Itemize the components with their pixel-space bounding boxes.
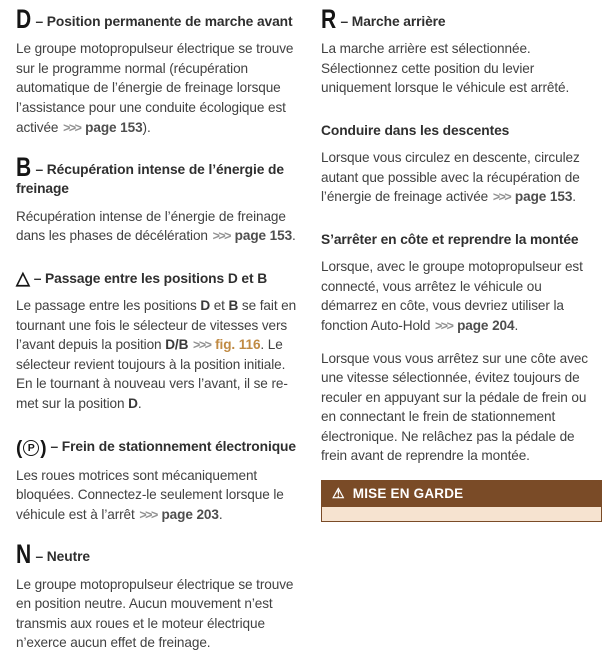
- cross-ref-arrows-icon: >>>: [492, 190, 511, 205]
- text-run: Lorsque vous vous arrêtez sur une côte avec une vitesse sélectionnée, évitez toujours de reculer en appuyant sur la pédale de frein ou en connectant le frein de stationnement électronique. Ne relâchez pas la pédale de frein avant de reprendre la montée.: [321, 350, 588, 464]
- body-paragraph: [321, 257, 602, 335]
- text-emphasis: D: [128, 396, 138, 411]
- page-reference-link[interactable]: page 204: [457, 318, 515, 333]
- text-run: Lorsque vous circulez en descente, circulez autant que possible avec la récupération de l’énergie de freinage activée: [321, 150, 580, 205]
- right-column: [321, 4, 602, 666]
- cross-ref-arrows-icon: >>>: [139, 507, 157, 522]
- caution-box: [321, 480, 602, 522]
- section-heading: R – Marche arrière: [321, 4, 446, 34]
- body-paragraph: [321, 148, 602, 207]
- text-run: se fait en tournant une fois le sélecteur de vitesses vers l’avant depuis la position: [16, 298, 297, 353]
- text-run: .: [572, 189, 576, 205]
- text-run: Lorsque, avec le groupe motopropulseur est connecté, vous arrêtez le véhicule ou démarrez en côte, vous devriez utiliser la fonction Auto-Hold: [321, 259, 583, 333]
- shift-triangle-icon: △: [16, 267, 30, 288]
- section-heading-text: – Marche arrière: [340, 14, 446, 29]
- section-heading: B – Récupération intense de l’énergie de freinage: [16, 152, 284, 197]
- section-heading-text: S’arrêter en côte et reprendre la montée: [321, 232, 579, 247]
- cross-ref-arrows-icon: >>>: [212, 229, 230, 244]
- caution-header: [322, 481, 601, 507]
- section-heading: [321, 121, 602, 140]
- cross-ref-arrows-icon: >>>: [434, 319, 453, 333]
- text-run: ).: [142, 119, 151, 135]
- text-run: Le groupe motopropulseur électrique se trouve en position neutre. Aucun mouvement n’est transmis aux roues et le moteur électrique n’exerce aucun effet de freinage.: [16, 576, 294, 651]
- body-paragraph: [16, 575, 297, 653]
- cross-ref-arrows-icon: >>>: [193, 338, 211, 353]
- section-heading-text: – Neutre: [35, 549, 90, 565]
- manual-section: [16, 539, 297, 653]
- body-paragraph: [16, 466, 297, 525]
- page-reference-link[interactable]: page 203: [161, 506, 219, 522]
- body-paragraph: [321, 349, 602, 466]
- section-heading-text: – Position permanente de marche avant: [35, 14, 293, 29]
- page-reference-link[interactable]: page 153: [85, 119, 143, 135]
- text-run: .: [292, 228, 296, 244]
- figure-reference-link[interactable]: fig. 116: [215, 337, 261, 353]
- manual-section: [321, 480, 602, 522]
- page-reference-link[interactable]: page 153: [514, 189, 573, 205]
- manual-section: [16, 152, 297, 246]
- text-run: La marche arrière est sélectionnée. Sélectionnez cette position du levier uniquement lorsque le véhicule est arrêté.: [321, 41, 570, 96]
- left-column: [16, 4, 297, 666]
- text-run: Récupération intense de l’énergie de freinage dans les phases de décélération: [16, 208, 286, 244]
- section-heading: N – Neutre: [16, 539, 90, 570]
- section-heading-text: – Passage entre les positions D et B: [33, 270, 268, 286]
- text-emphasis: D/B: [165, 337, 189, 353]
- body-paragraph: [16, 207, 297, 246]
- manual-section: [321, 4, 602, 98]
- section-heading-text: – Récupération intense de l’énergie de freinage: [16, 162, 284, 197]
- section-heading: [16, 269, 297, 288]
- text-run: Le groupe motopropulseur électrique se trouve sur le programme normal (récupération automatique de l’énergie de freinage lorsque l’assistance pour une conduite écologique est activée: [16, 41, 294, 135]
- section-heading-text: – Frein de stationnement électronique: [50, 438, 296, 454]
- text-run: et: [210, 298, 229, 314]
- text-run: . Le sélecteur revient toujours à la position initiale. En le tournant à nouveau vers l’avant, il se re-met sur la position: [16, 337, 288, 411]
- warning-triangle-icon: ⚠: [332, 485, 345, 502]
- section-heading: D – Position permanente de marche avant: [16, 4, 293, 34]
- manual-section: [321, 230, 602, 466]
- manual-section: [321, 121, 602, 207]
- caution-body: [322, 507, 601, 521]
- cross-ref-arrows-icon: >>>: [63, 120, 81, 135]
- page-reference-link[interactable]: page 153: [234, 228, 293, 244]
- body-paragraph: [16, 296, 297, 413]
- section-heading-text: Conduire dans les descentes: [321, 123, 510, 138]
- manual-section: [16, 437, 297, 525]
- manual-section: [16, 269, 297, 414]
- body-paragraph: [16, 39, 297, 137]
- section-heading: [16, 437, 297, 458]
- text-run: .: [137, 396, 142, 411]
- parking-brake-icon: ( P ): [16, 437, 47, 459]
- text-run: .: [514, 318, 519, 333]
- section-heading: [321, 230, 602, 249]
- text-run: Les roues motrices sont mécaniquement bloquées. Connectez-le seulement lorsque le véhicule est à l’arrêt: [16, 467, 284, 522]
- text-emphasis: B: [228, 298, 239, 314]
- text-run: Le passage entre les positions: [16, 298, 201, 314]
- text-run: .: [218, 506, 223, 522]
- body-paragraph: [321, 39, 602, 98]
- caution-title: MISE EN GARDE: [352, 485, 464, 501]
- text-emphasis: D: [200, 298, 211, 314]
- manual-section: [16, 4, 297, 137]
